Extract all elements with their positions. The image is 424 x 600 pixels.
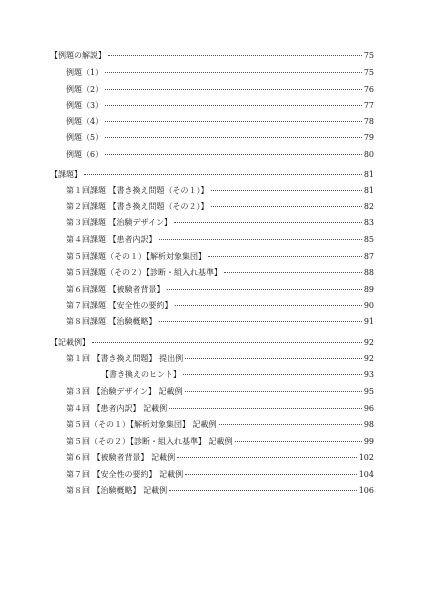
dot-leader	[183, 374, 362, 375]
toc-entry-title: 例題（4）	[66, 117, 104, 126]
toc-entry-title: 【課題】	[50, 170, 82, 179]
dot-leader	[105, 154, 362, 155]
toc-entry[interactable]	[66, 68, 374, 78]
dot-leader	[185, 474, 357, 475]
toc-entry[interactable]	[66, 317, 374, 327]
dot-leader	[185, 358, 362, 359]
toc-entry[interactable]	[66, 404, 374, 414]
toc-entry-page: 82	[363, 202, 374, 211]
toc-entry-title: 第１回 【書き換え問題】 提出例	[66, 354, 184, 363]
toc-entry[interactable]	[66, 202, 374, 212]
dot-leader	[224, 272, 362, 273]
toc-entry-page: 104	[358, 470, 374, 479]
toc-entry-page: 78	[363, 117, 374, 126]
dot-leader	[169, 490, 357, 491]
toc-entry-page: 95	[363, 387, 374, 396]
dot-leader	[105, 105, 362, 106]
toc-entry-page: 83	[363, 218, 374, 227]
dot-leader	[185, 391, 362, 392]
toc-entry[interactable]	[66, 301, 374, 311]
toc-heading-assignments[interactable]	[50, 170, 374, 180]
toc-entry-page: 102	[358, 453, 374, 462]
toc-entry-page: 92	[363, 338, 374, 347]
dot-leader	[108, 55, 362, 56]
dot-leader	[105, 72, 362, 73]
toc-entry[interactable]	[66, 354, 374, 364]
toc-entry-page: 93	[363, 370, 374, 379]
toc-entry[interactable]	[66, 285, 374, 295]
toc-entry-title: 第３回課題 【治験デザイン】	[66, 218, 172, 227]
toc-entry-page: 75	[363, 68, 374, 77]
toc-entry[interactable]	[66, 486, 374, 496]
toc-entry-page: 79	[363, 133, 374, 142]
toc-entry-page: 76	[363, 85, 374, 94]
toc-entry-page: 98	[363, 420, 374, 429]
dot-leader	[211, 206, 362, 207]
toc-entry[interactable]	[66, 420, 374, 430]
toc-entry[interactable]	[101, 370, 374, 380]
toc-entry-page: 90	[363, 301, 374, 310]
toc-entry-page: 80	[363, 150, 374, 159]
toc-entry-page: 75	[363, 51, 374, 60]
toc-entry-page: 77	[363, 101, 374, 110]
toc-entry[interactable]	[66, 387, 374, 397]
toc-entry-title: 例題（5）	[66, 133, 104, 142]
dot-leader	[169, 408, 362, 409]
dot-leader	[105, 89, 362, 90]
toc-entry-title: 第４回 【患者内訳】 記載例	[66, 404, 168, 413]
toc-entry-page: 85	[363, 235, 374, 244]
dot-leader	[208, 256, 362, 257]
toc-entry-title: 第１回課題 【書き換え問題（その１）】	[66, 186, 209, 195]
toc-entry-title: 例題（2）	[66, 85, 104, 94]
toc-entry-title: 第２回課題 【書き換え問題（その２）】	[66, 202, 209, 211]
dot-leader	[105, 137, 362, 138]
toc-entry-title: 第５回（その２）【診断・組入れ基準】 記載例	[66, 437, 233, 446]
dot-leader	[177, 457, 357, 458]
toc-entry-title: 第８回課題 【治験概略】	[66, 317, 157, 326]
toc-entry-title: 第３回 【治験デザイン】 記載例	[66, 387, 183, 396]
toc-entry[interactable]	[66, 117, 374, 127]
toc-entry[interactable]	[66, 268, 374, 278]
toc-entry-page: 89	[363, 285, 374, 294]
toc-entry[interactable]	[66, 218, 374, 228]
dot-leader	[84, 174, 362, 175]
toc-entry[interactable]	[66, 470, 374, 480]
dot-leader	[159, 321, 362, 322]
toc-entry-title: 第４回課題 【患者内訳】	[66, 235, 157, 244]
toc-entry[interactable]	[66, 252, 374, 262]
dot-leader	[174, 222, 362, 223]
toc-heading-examples[interactable]	[50, 51, 374, 61]
toc-entry-title: 【例題の解説】	[50, 51, 106, 60]
toc-entry-title: 例題（3）	[66, 101, 104, 110]
toc-entry-title: 第７回課題 【安全性の要約】	[66, 301, 173, 310]
toc-entry-title: 第６回課題 【被験者背景】	[66, 285, 165, 294]
toc-entry-title: 第８回 【治験概略】 記載例	[66, 486, 168, 495]
toc-entry-title: 例題（6）	[66, 150, 104, 159]
toc-entry-page: 88	[363, 268, 374, 277]
toc-entry-page: 99	[363, 437, 374, 446]
dot-leader	[159, 239, 362, 240]
toc-entry-page: 92	[363, 354, 374, 363]
toc-entry-title: 例題（1）	[66, 68, 104, 77]
dot-leader	[167, 289, 362, 290]
dot-leader	[175, 305, 362, 306]
toc-entry-title: 第６回 【被験者背景】 記載例	[66, 453, 176, 462]
toc-entry-title: 第５回（その１）【解析対象集団】 記載例	[66, 420, 217, 429]
toc-entry-page: 87	[363, 252, 374, 261]
toc-entry-page: 96	[363, 404, 374, 413]
toc-entry[interactable]	[66, 437, 374, 447]
toc-entry-title: 第７回 【安全性の要約】 記載例	[66, 470, 184, 479]
toc-entry-page: 81	[363, 170, 374, 179]
dot-leader	[235, 441, 362, 442]
toc-entry[interactable]	[66, 235, 374, 245]
toc-entry-page: 106	[358, 486, 374, 495]
toc-entry-title: 【書き換えのヒント】	[101, 370, 181, 379]
dot-leader	[105, 121, 362, 122]
toc-entry-page: 81	[363, 186, 374, 195]
toc-entry-title: 第５回課題（その２）【診断・組入れ基準】	[66, 268, 222, 277]
dot-leader	[211, 190, 362, 191]
toc-entry[interactable]	[66, 133, 374, 143]
toc-heading-examples-written[interactable]	[50, 338, 374, 348]
toc-entry-title: 第５回課題（その１）【解析対象集団】	[66, 252, 206, 261]
toc-entry[interactable]	[66, 150, 374, 160]
toc-entry[interactable]	[66, 85, 374, 95]
toc-entry[interactable]	[66, 101, 374, 111]
dot-leader	[92, 342, 362, 343]
toc-entry-title: 【記載例】	[50, 338, 90, 347]
toc-entry-page: 91	[363, 317, 374, 326]
toc-entry[interactable]	[66, 186, 374, 196]
toc-entry[interactable]	[66, 453, 374, 463]
dot-leader	[219, 424, 362, 425]
